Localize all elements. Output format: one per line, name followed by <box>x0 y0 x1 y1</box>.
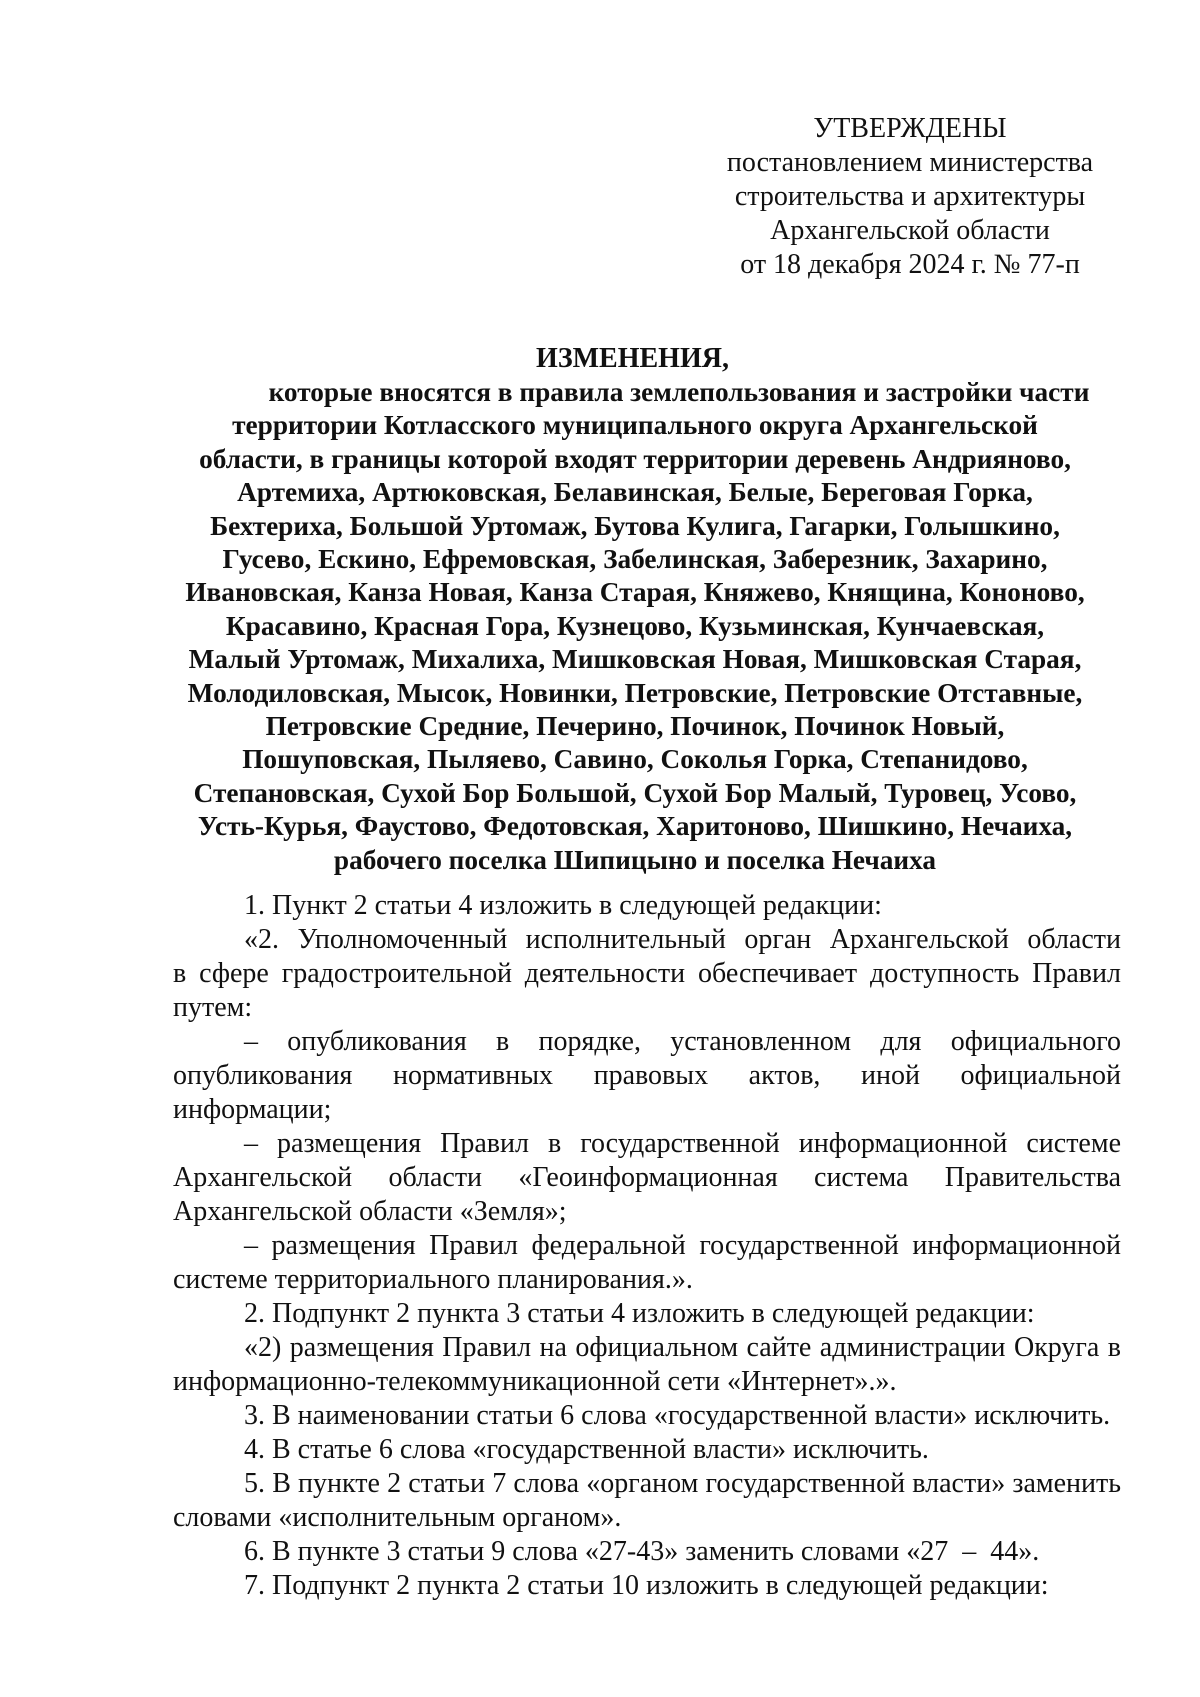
item-7: 7. Подпункт 2 пункта 2 статьи 10 изложить в следующей редакции: <box>244 1570 1049 1601</box>
quote-item-2-line: в сфере градостроительной деятельности обеспечивает доступность Правил <box>173 958 1121 989</box>
subtitle-line: Усть-Курья, Фаустово, Федотовская, Харитоново, Шишкино, Нечаиха, <box>197 811 1073 842</box>
dash-item-line: Архангельской области «Земля»; <box>173 1196 567 1227</box>
dash-item-line: системе территориального планирования.». <box>173 1264 693 1295</box>
dash-item-line: – размещения Правил в государственной информационной системе <box>244 1128 1121 1159</box>
quote-subitem-line: информационно-телекоммуникационной сети «Интернет».». <box>173 1366 897 1397</box>
approval-date-number: от 18 декабря 2024 г. № 77-п <box>740 249 1080 280</box>
item-4: 4. В статье 6 слова «государственной власти» исключить. <box>244 1434 929 1465</box>
subtitle-line: территории Котласского муниципального округа Архангельской <box>232 410 1038 441</box>
item-5-line: 5. В пункте 2 статьи 7 слова «органом государственной власти» заменить <box>244 1468 1121 1499</box>
approval-stamp <box>720 112 1100 282</box>
subtitle-line: Бехтериха, Большой Уртомаж, Бутова Кулига, Гагарки, Голышкино, <box>210 510 1060 541</box>
document-body <box>173 889 1121 1603</box>
dash-item-line: Архангельской области «Геоинформационная система Правительства <box>173 1162 1121 1193</box>
document-subtitle <box>165 376 1105 877</box>
quote-subitem-line: «2) размещения Правил на официальном сайте администрации Округа в <box>244 1332 1121 1363</box>
dash-item-line: – размещения Правил федеральной государственной информационной <box>244 1230 1121 1261</box>
item-2: 2. Подпункт 2 пункта 3 статьи 4 изложить в следующей редакции: <box>244 1298 1035 1329</box>
subtitle-line: которые вносятся в правила землепользования и застройки части <box>268 377 1090 407</box>
subtitle-line: Пошуповская, Пыляево, Савино, Соколья Горка, Степанидово, <box>242 744 1028 775</box>
approval-heading: УТВЕРЖДЕНЫ <box>813 113 1007 144</box>
subtitle-line: Гусево, Ескино, Ефремовская, Забелинская, Заберезник, Захарино, <box>222 544 1048 575</box>
approval-line: постановлением министерства <box>726 147 1094 178</box>
dash-item-line: информации; <box>173 1094 332 1125</box>
item-6: 6. В пункте 3 статьи 9 слова «27-43» заменить словами «27 – 44». <box>244 1536 1040 1567</box>
subtitle-line: рабочего поселка Шипицыно и поселка Нечаиха <box>333 844 937 875</box>
subtitle-line: Артемиха, Артюковская, Белавинская, Белые, Береговая Горка, <box>237 477 1033 508</box>
subtitle-line: Малый Уртомаж, Михалиха, Мишковская Новая, Мишковская Старая, <box>188 644 1082 675</box>
dash-item-line: – опубликования в порядке, установленном для официального <box>244 1026 1121 1057</box>
subtitle-line: Молодиловская, Мысок, Новинки, Петровские, Петровские Отставные, <box>187 677 1083 708</box>
item-3: 3. В наименовании статьи 6 слова «государственной власти» исключить. <box>244 1400 1111 1431</box>
document-title: ИЗМЕНЕНИЯ, <box>536 343 729 374</box>
quote-item-2-line: «2. Уполномоченный исполнительный орган Архангельской области <box>244 924 1121 955</box>
subtitle-line: Ивановская, Канза Новая, Канза Старая, Княжево, Княщина, Кононово, <box>185 577 1085 608</box>
dash-item-line: опубликования нормативных правовых актов, иной официальной <box>173 1060 1121 1091</box>
subtitle-line: Степановская, Сухой Бор Большой, Сухой Бор Малый, Туровец, Усово, <box>193 777 1077 808</box>
approval-line: строительства и архитектуры <box>734 181 1086 212</box>
subtitle-line: области, в границы которой входят территории деревень Андрияново, <box>199 443 1071 474</box>
subtitle-line: Петровские Средние, Печерино, Починок, Починок Новый, <box>265 711 1005 742</box>
approval-line: Архангельской области <box>770 215 1050 246</box>
item-5-line: словами «исполнительным органом». <box>173 1502 622 1533</box>
subtitle-line: Красавино, Красная Гора, Кузнецово, Кузьминская, Кунчаевская, <box>225 610 1045 641</box>
quote-item-2-line: путем: <box>173 992 253 1023</box>
item-1: 1. Пункт 2 статьи 4 изложить в следующей редакции: <box>244 890 882 921</box>
